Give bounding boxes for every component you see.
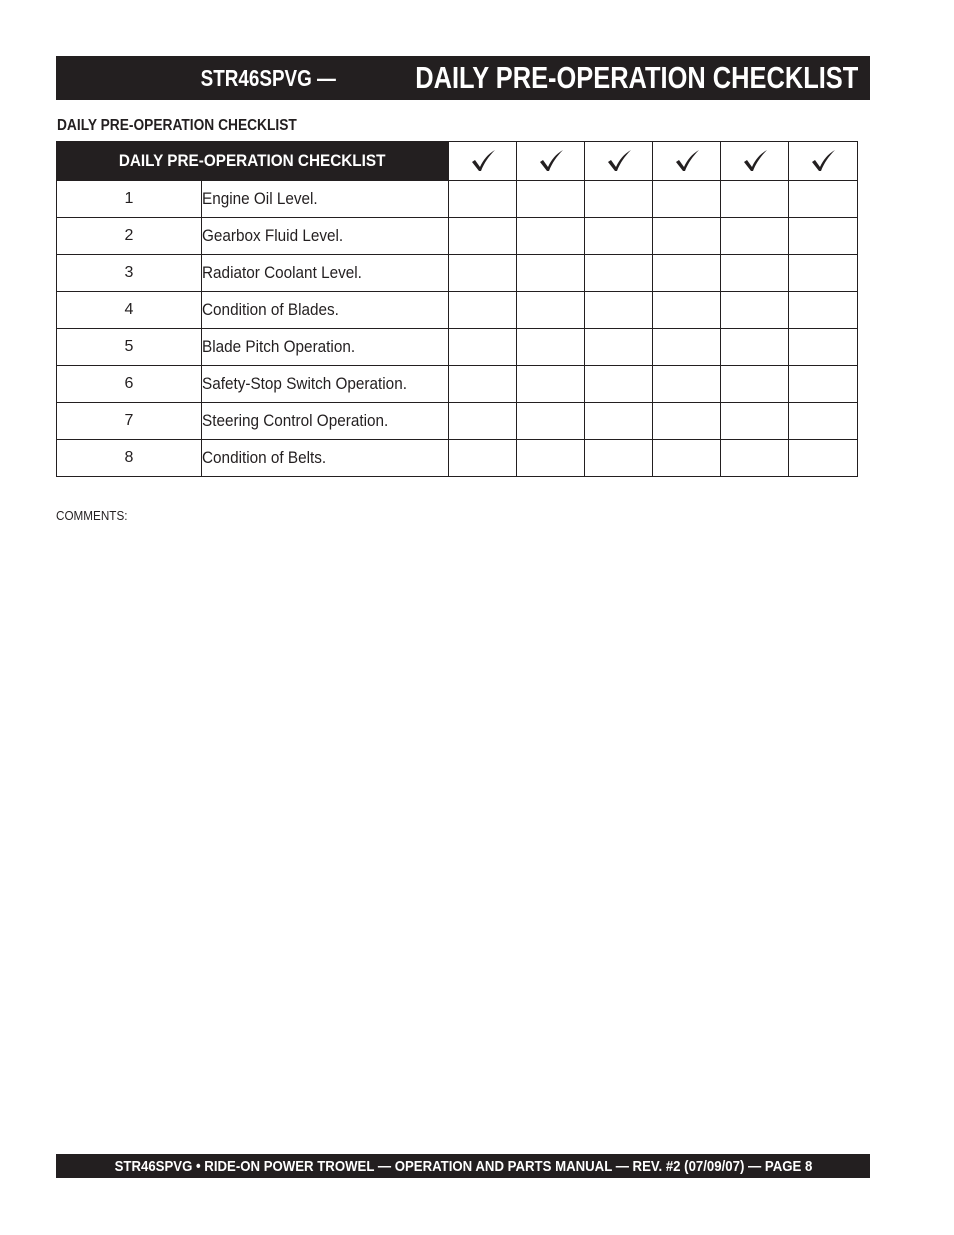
check-column-2 — [517, 142, 585, 181]
check-box-cell[interactable] — [721, 366, 789, 403]
check-box-cell[interactable] — [449, 181, 517, 218]
check-box-cell[interactable] — [789, 329, 858, 366]
checklist-item: Radiator Coolant Level. — [202, 255, 449, 292]
table-row — [57, 403, 858, 440]
check-box-cell[interactable] — [517, 440, 585, 477]
check-box-cell[interactable] — [653, 440, 721, 477]
footer-text: STR46SPVG • RIDE-ON POWER TROWEL — OPERATION AND PARTS MANUAL — REV. #2 (07/09/07) — PAGE 8 — [114, 1157, 812, 1175]
checklist-item: Engine Oil Level. — [202, 181, 449, 218]
table-row — [57, 255, 858, 292]
check-column-4 — [653, 142, 721, 181]
page-footer — [56, 1154, 870, 1178]
checklist-body — [57, 181, 858, 477]
check-box-cell[interactable] — [653, 181, 721, 218]
table-row — [57, 366, 858, 403]
check-box-cell[interactable] — [653, 292, 721, 329]
check-column-3 — [585, 142, 653, 181]
checkmark-icon — [810, 149, 836, 173]
check-column-6 — [789, 142, 858, 181]
check-box-cell[interactable] — [517, 181, 585, 218]
check-box-cell[interactable] — [517, 255, 585, 292]
check-column-1 — [449, 142, 517, 181]
page-title-bar — [56, 56, 870, 100]
check-box-cell[interactable] — [789, 292, 858, 329]
check-box-cell[interactable] — [585, 218, 653, 255]
comments-label: COMMENTS: — [56, 508, 128, 523]
check-box-cell[interactable] — [721, 218, 789, 255]
check-box-cell[interactable] — [449, 329, 517, 366]
check-box-cell[interactable] — [449, 440, 517, 477]
check-box-cell[interactable] — [449, 403, 517, 440]
table-row — [57, 218, 858, 255]
check-box-cell[interactable] — [585, 292, 653, 329]
checkmark-icon — [742, 149, 768, 173]
check-box-cell[interactable] — [653, 218, 721, 255]
checklist-item: Steering Control Operation. — [202, 403, 449, 440]
check-box-cell[interactable] — [789, 181, 858, 218]
check-box-cell[interactable] — [721, 440, 789, 477]
checklist-header-row — [57, 142, 858, 181]
table-row — [57, 181, 858, 218]
row-number: 5 — [57, 329, 202, 366]
check-box-cell[interactable] — [789, 255, 858, 292]
check-box-cell[interactable] — [585, 403, 653, 440]
check-box-cell[interactable] — [517, 403, 585, 440]
check-box-cell[interactable] — [789, 440, 858, 477]
check-box-cell[interactable] — [721, 255, 789, 292]
checklist-table — [56, 141, 858, 477]
check-box-cell[interactable] — [721, 181, 789, 218]
checkmark-icon — [674, 149, 700, 173]
check-box-cell[interactable] — [449, 366, 517, 403]
check-column-5 — [721, 142, 789, 181]
check-box-cell[interactable] — [653, 329, 721, 366]
check-box-cell[interactable] — [653, 366, 721, 403]
row-number: 6 — [57, 366, 202, 403]
table-row — [57, 440, 858, 477]
row-number: 7 — [57, 403, 202, 440]
row-number: 1 — [57, 181, 202, 218]
check-box-cell[interactable] — [517, 218, 585, 255]
checklist-item: Gearbox Fluid Level. — [202, 218, 449, 255]
checklist-header-label: DAILY PRE-OPERATION CHECKLIST — [57, 142, 449, 181]
page-title: DAILY PRE-OPERATION CHECKLIST — [414, 60, 858, 95]
check-box-cell[interactable] — [449, 255, 517, 292]
check-box-cell[interactable] — [585, 440, 653, 477]
checklist-item: Safety-Stop Switch Operation. — [202, 366, 449, 403]
checkmark-icon — [606, 149, 632, 173]
check-box-cell[interactable] — [585, 255, 653, 292]
check-box-cell[interactable] — [585, 366, 653, 403]
row-number: 4 — [57, 292, 202, 329]
checklist-item: Condition of Belts. — [202, 440, 449, 477]
check-box-cell[interactable] — [653, 403, 721, 440]
check-box-cell[interactable] — [721, 329, 789, 366]
check-box-cell[interactable] — [789, 218, 858, 255]
table-row — [57, 292, 858, 329]
row-number: 8 — [57, 440, 202, 477]
check-box-cell[interactable] — [449, 292, 517, 329]
section-heading: DAILY PRE-OPERATION CHECKLIST — [57, 117, 297, 134]
check-box-cell[interactable] — [585, 181, 653, 218]
check-box-cell[interactable] — [517, 292, 585, 329]
check-box-cell[interactable] — [789, 403, 858, 440]
checklist-item: Blade Pitch Operation. — [202, 329, 449, 366]
check-box-cell[interactable] — [585, 329, 653, 366]
row-number: 3 — [57, 255, 202, 292]
check-box-cell[interactable] — [449, 218, 517, 255]
check-box-cell[interactable] — [789, 366, 858, 403]
check-box-cell[interactable] — [721, 292, 789, 329]
title-model: STR46SPVG — — [200, 64, 336, 91]
check-box-cell[interactable] — [517, 366, 585, 403]
row-number: 2 — [57, 218, 202, 255]
table-row — [57, 329, 858, 366]
check-box-cell[interactable] — [653, 255, 721, 292]
check-box-cell[interactable] — [517, 329, 585, 366]
check-box-cell[interactable] — [721, 403, 789, 440]
checkmark-icon — [538, 149, 564, 173]
checklist-item: Condition of Blades. — [202, 292, 449, 329]
checkmark-icon — [470, 149, 496, 173]
